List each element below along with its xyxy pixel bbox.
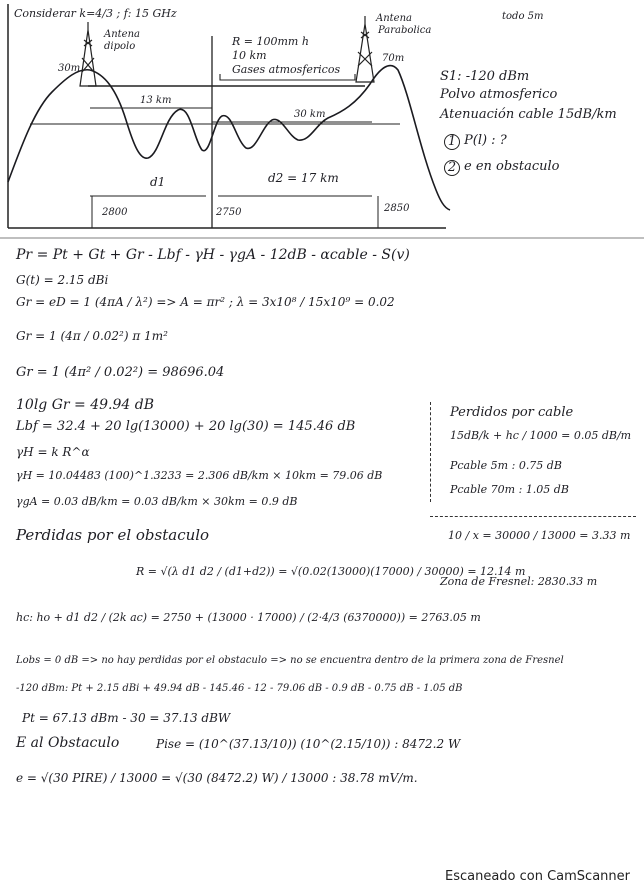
eq-received-power: Pr = Pt + Gt + Gr - Lbf - γH - γgA - 12dB - αcable - S(v) (16, 247, 410, 263)
eq-rain-coef: γH = k R^α (16, 445, 90, 459)
obstacle-ratio-eq: 10 / x = 30000 / 13000 = 3.33 m (448, 529, 631, 542)
obstacle-sum-eq: -120 dBm: Pt + 2.15 dBi + 49.94 dB - 145.46 - 12 - 79.06 dB - 0.9 dB - 0.75 dB - 1.05 dB (16, 683, 463, 694)
cable-line-3: Pcable 70m : 1.05 dB (450, 483, 569, 496)
given-q2: e en obstaculo (464, 159, 560, 174)
result-pise: Pise = (10^(37.13/10)) (10^(2.15/10)) : 8472.2 W (156, 737, 461, 751)
scanner-watermark: Escaneado con CamScanner (444, 869, 630, 884)
obstacle-radius-eq: R = √(λ d1 d2 / (d1+d2)) = √(0.02(13000)(17000) / 30000) = 12.14 m (136, 565, 526, 578)
eq-gain-rx-def: Gr = eD = 1 (4πA / λ²) => A = πr² ; λ = 3x10⁸ / 15x10⁹ = 0.02 (16, 295, 395, 309)
center-note-1: R = 100mm h (232, 35, 309, 48)
header-left: Considerar k=4/3 ; f: 15 GHz (14, 7, 177, 20)
dist-13km: 13 km (140, 95, 172, 106)
elev-right: 2850 (384, 203, 410, 214)
obstacle-title: Perdidas por el obstaculo (16, 526, 210, 544)
result-e-field: e = √(30 PIRE) / 13000 = √(30 (8472.2) W) / 13000 : 38.78 mV/m. (16, 771, 418, 785)
header-right: todo 5m (502, 11, 544, 22)
given-line-3: Atenuación cable 15dB/km (440, 107, 617, 122)
result-pt: Pt = 67.13 dBm - 30 = 37.13 dBW (22, 711, 231, 725)
left-antenna-tower (80, 22, 96, 86)
eq-free-space-loss: Lbf = 32.4 + 20 lg(13000) + 20 lg(30) = 145.46 dB (16, 419, 356, 434)
eq-gain-rx-db: 10lg Gr = 49.94 dB (16, 397, 154, 413)
center-note-2: 10 km (232, 49, 267, 62)
cable-box-bottom (430, 516, 636, 517)
q2-circle: 2 (444, 160, 460, 176)
cable-title: Perdidos por cable (450, 405, 574, 420)
label-d2: d2 = 17 km (268, 171, 339, 185)
antenna-right-height: 70m (382, 53, 405, 64)
eq-gain-rx-sub: Gr = 1 (4π / 0.02²) π 1m² (16, 329, 168, 343)
obstacle-hc-eq: hc: ho + d1 d2 / (2k ac) = 2750 + (13000 · 17000) / (2·4/3 (6370000)) = 2763.05 m (16, 611, 481, 624)
q1-circle: 1 (444, 134, 460, 150)
cable-line-1: 15dB/k + hc / 1000 = 0.05 dB/m (450, 429, 632, 442)
eq-gain-rx-value: Gr = 1 (4π² / 0.02²) = 98696.04 (16, 365, 225, 380)
right-antenna-tower (356, 16, 374, 82)
antenna-left-height: 30m (58, 63, 81, 74)
eq-gas-loss: γgA = 0.03 dB/km = 0.03 dB/km × 30km = 0.9 dB (16, 495, 298, 508)
cable-box-border (430, 402, 433, 502)
dist-30km: 30 km (294, 109, 326, 120)
antenna-right-label-2: Parabolica (378, 25, 432, 36)
center-note-3: Gases atmosfericos (232, 63, 341, 76)
antenna-left-label-2: dipolo (104, 41, 136, 52)
eq-rain-loss: γH = 10.04483 (100)^1.3233 = 2.306 dB/km × 10km = 79.06 dB (16, 469, 383, 482)
given-line-2: Polvo atmosferico (440, 87, 558, 102)
terrain-profile (8, 63, 450, 210)
elev-left: 2800 (102, 207, 128, 218)
result-e-title: E al Obstaculo (16, 735, 120, 751)
obstacle-conclusion: Lobs = 0 dB => no hay perdidas por el obstaculo => no se encuentra dentro de la primera zona de Fresnel (16, 655, 564, 666)
eq-gain-tx: G(t) = 2.15 dBi (16, 273, 109, 287)
given-q1: P(l) : ? (464, 133, 507, 148)
antenna-right-label-1: Antena (376, 13, 413, 24)
given-line-1: S1: -120 dBm (440, 69, 530, 84)
label-d1: d1 (150, 175, 166, 189)
antenna-left-label-1: Antena (104, 29, 141, 40)
elev-mid: 2750 (216, 207, 242, 218)
obstacle-fresnel-eq: Zona de Fresnel: 2830.33 m (440, 575, 598, 588)
cable-line-2: Pcable 5m : 0.75 dB (450, 459, 562, 472)
